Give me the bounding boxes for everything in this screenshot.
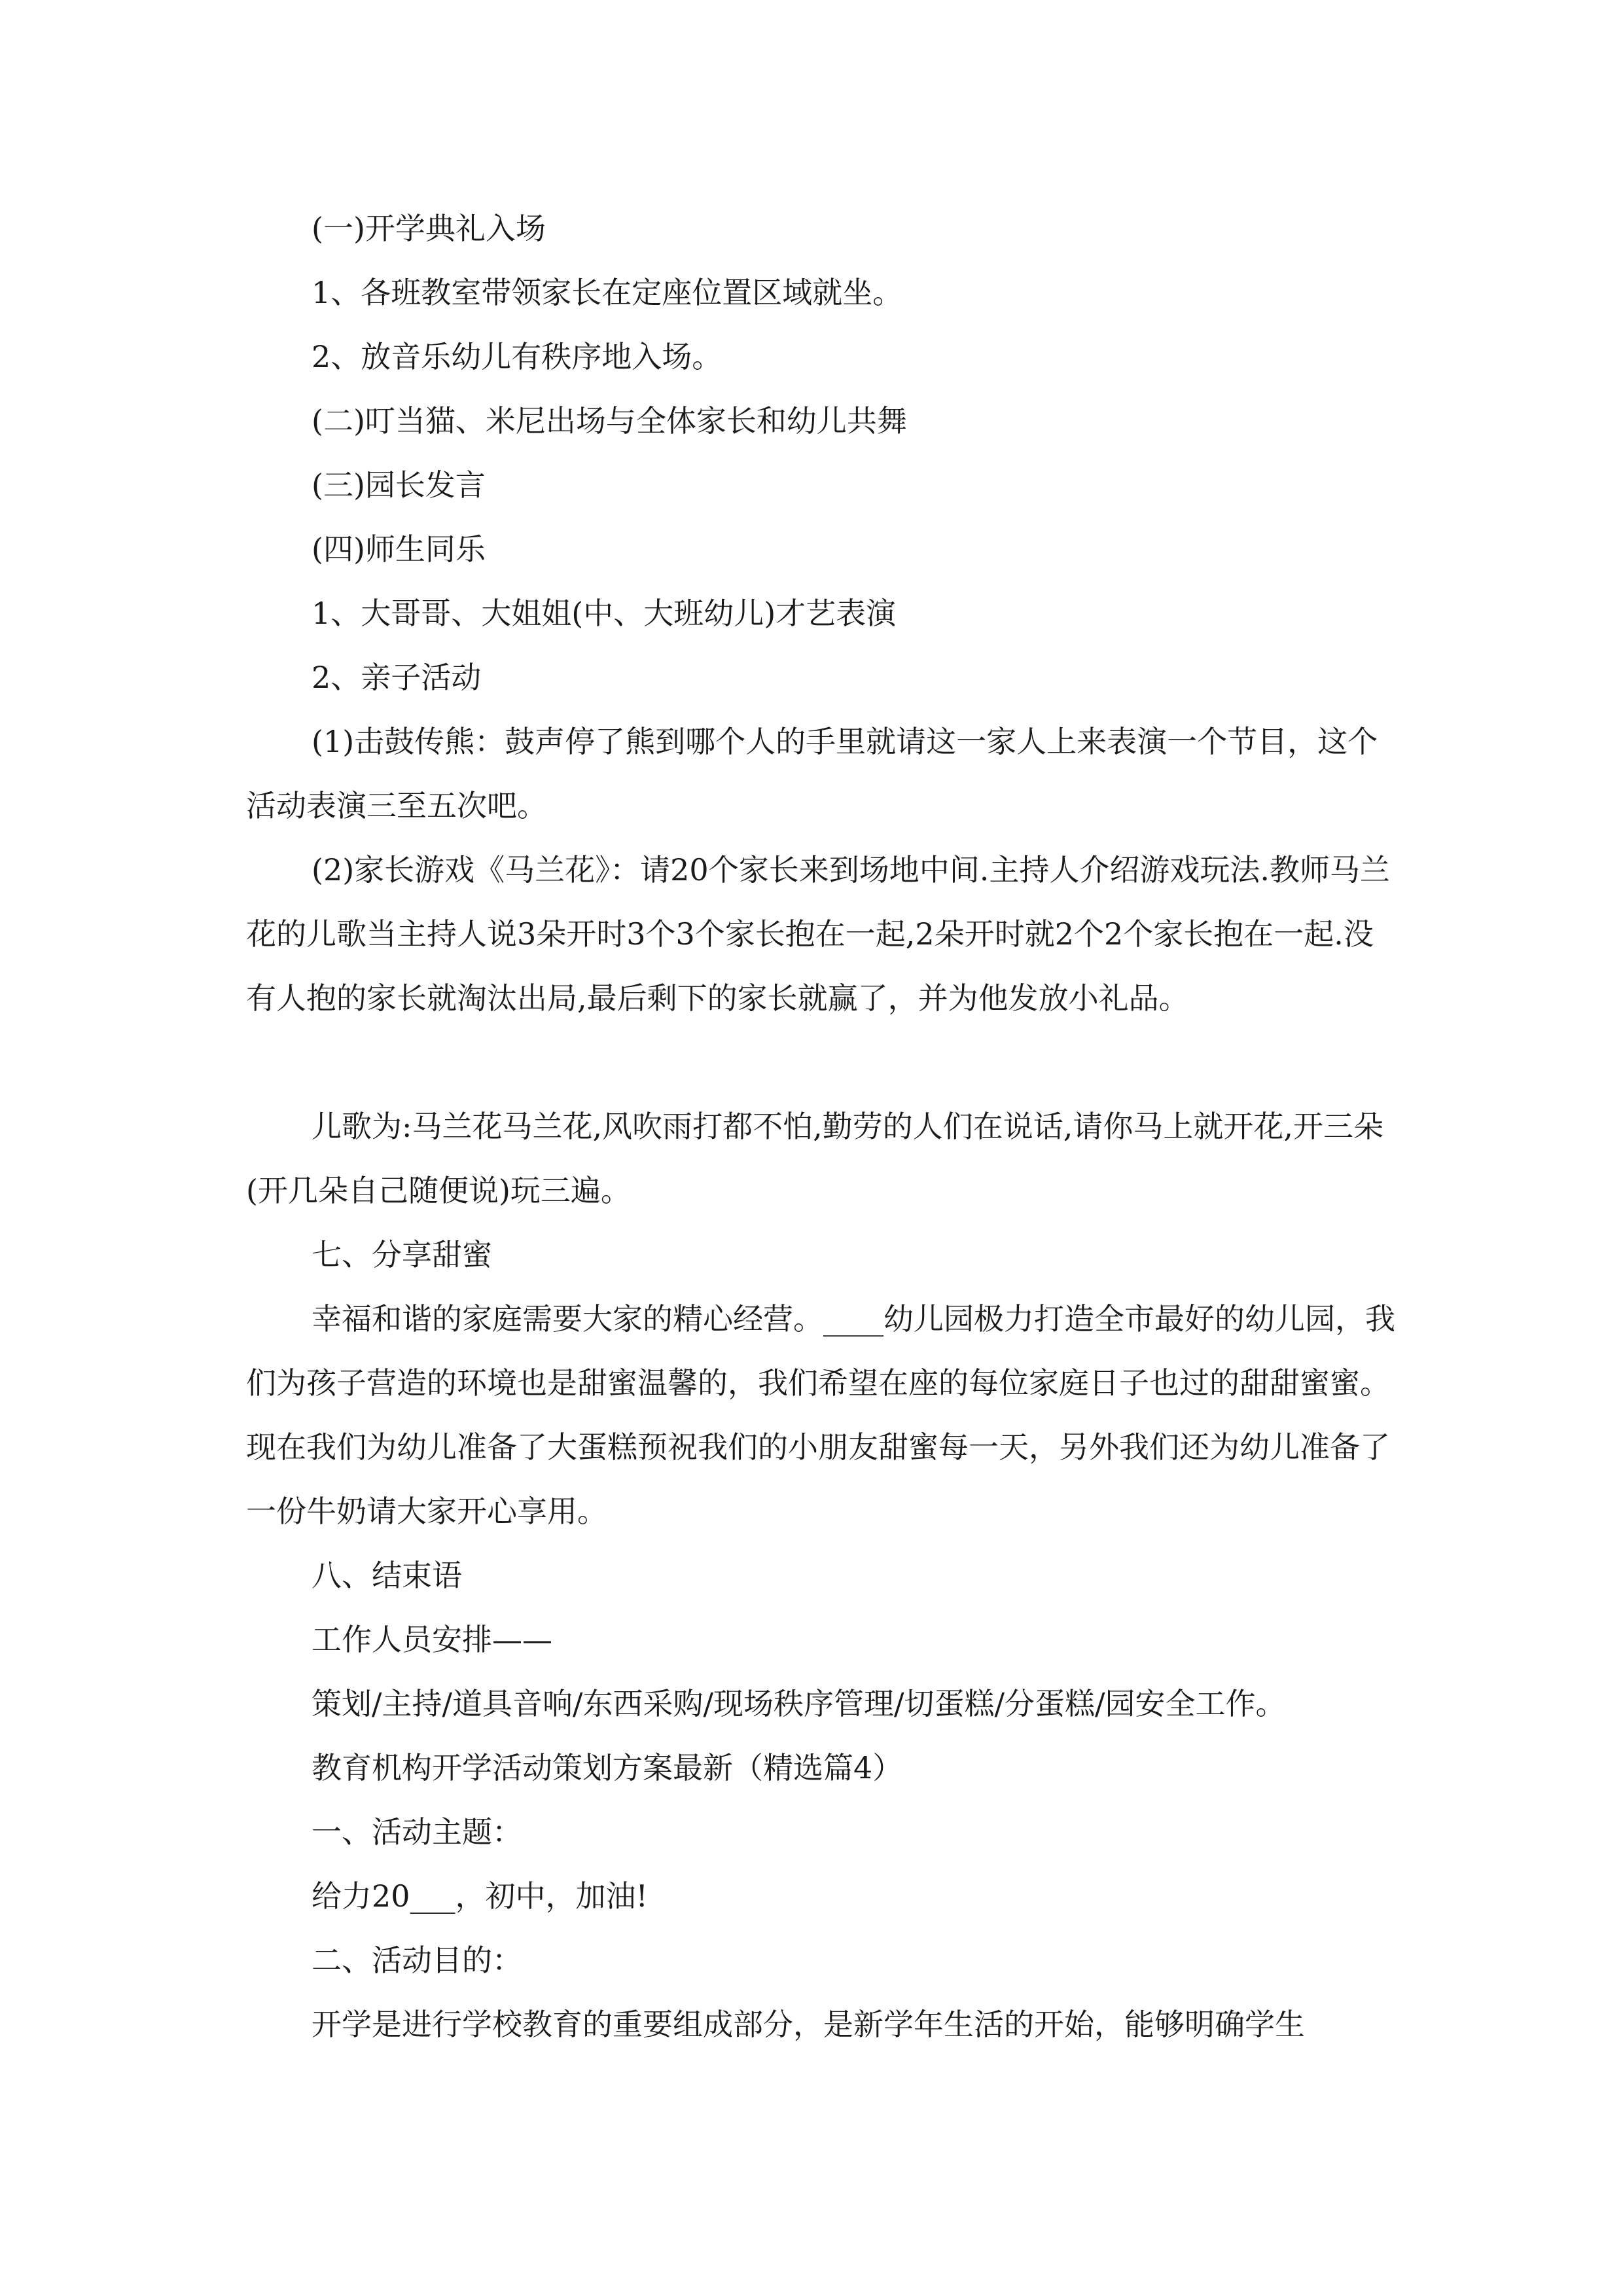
paragraph-theme-slogan: 给力20___，初中，加油! (312, 1878, 649, 1914)
section-heading-principal-speech: (三)园长发言 (312, 467, 486, 503)
paragraph-malan-game: (2)家长游戏《马兰花》：请20个家长来到场地中间.主持人介绍游戏玩法.教师马兰花的儿歌当主持人说3朵开时3个3个家长抱在一起,2朵开时就2个2个家长抱在一起.没有人抱的家长就淘汰出局,最后剩下的家长就赢了，并为他发放小礼品。 (246, 852, 1390, 1016)
paragraph-purpose: 开学是进行学校教育的重要组成部分，是新学年生活的开始，能够明确学生 (312, 2007, 1305, 2042)
paragraph-drum-game: (1)击鼓传熊：鼓声停了熊到哪个人的手里就请这一家人上来表演一个节目，这个活动表演三至五次吧。 (246, 724, 1378, 823)
section-heading-dance: (二)叮当猫、米尼出场与全体家长和幼儿共舞 (312, 403, 907, 439)
paragraph-item-2: 2、放音乐幼儿有秩序地入场。 (312, 339, 722, 374)
paragraph-happy-family: 幸福和谐的家庭需要大家的精心经营。____幼儿园极力打造全市最好的幼儿园，我们为孩子营造的环境也是甜蜜温馨的，我们希望在座的每位家庭日子也过的甜甜蜜蜜。现在我们为幼儿准备了大蛋糕预祝我们的小朋友甜蜜每一天，另外我们还为幼儿准备了一份牛奶请大家开心享用。 (246, 1301, 1395, 1529)
paragraph-staff-roles: 策划/主持/道具音响/东西采购/现场秩序管理/切蛋糕/分蛋糕/园安全工作。 (312, 1686, 1286, 1721)
article-title-part-4: 教育机构开学活动策划方案最新（精选篇4） (312, 1750, 903, 1785)
section-heading-share-sweetness: 七、分享甜蜜 (312, 1237, 492, 1272)
paragraph-song: 儿歌为:马兰花马兰花,风吹雨打都不怕,勤劳的人们在说话,请你马上就开花,开三朵(开几朵自己随便说)玩三遍。 (246, 1109, 1383, 1208)
section-heading-opening-entrance: (一)开学典礼入场 (312, 211, 546, 246)
paragraph-talent-show: 1、大哥哥、大姐姐(中、大班幼儿)才艺表演 (312, 596, 897, 631)
paragraph-staff-arrangement: 工作人员安排—— (312, 1622, 552, 1657)
paragraph-parent-child: 2、亲子活动 (312, 660, 482, 695)
section-heading-teacher-student: (四)师生同乐 (312, 531, 486, 567)
paragraph-item-1: 1、各班教室带领家长在定座位置区域就坐。 (312, 275, 903, 310)
section-heading-closing: 八、结束语 (312, 1558, 462, 1593)
section-heading-purpose: 二、活动目的： (312, 1943, 522, 1978)
section-heading-theme: 一、活动主题： (312, 1814, 522, 1850)
